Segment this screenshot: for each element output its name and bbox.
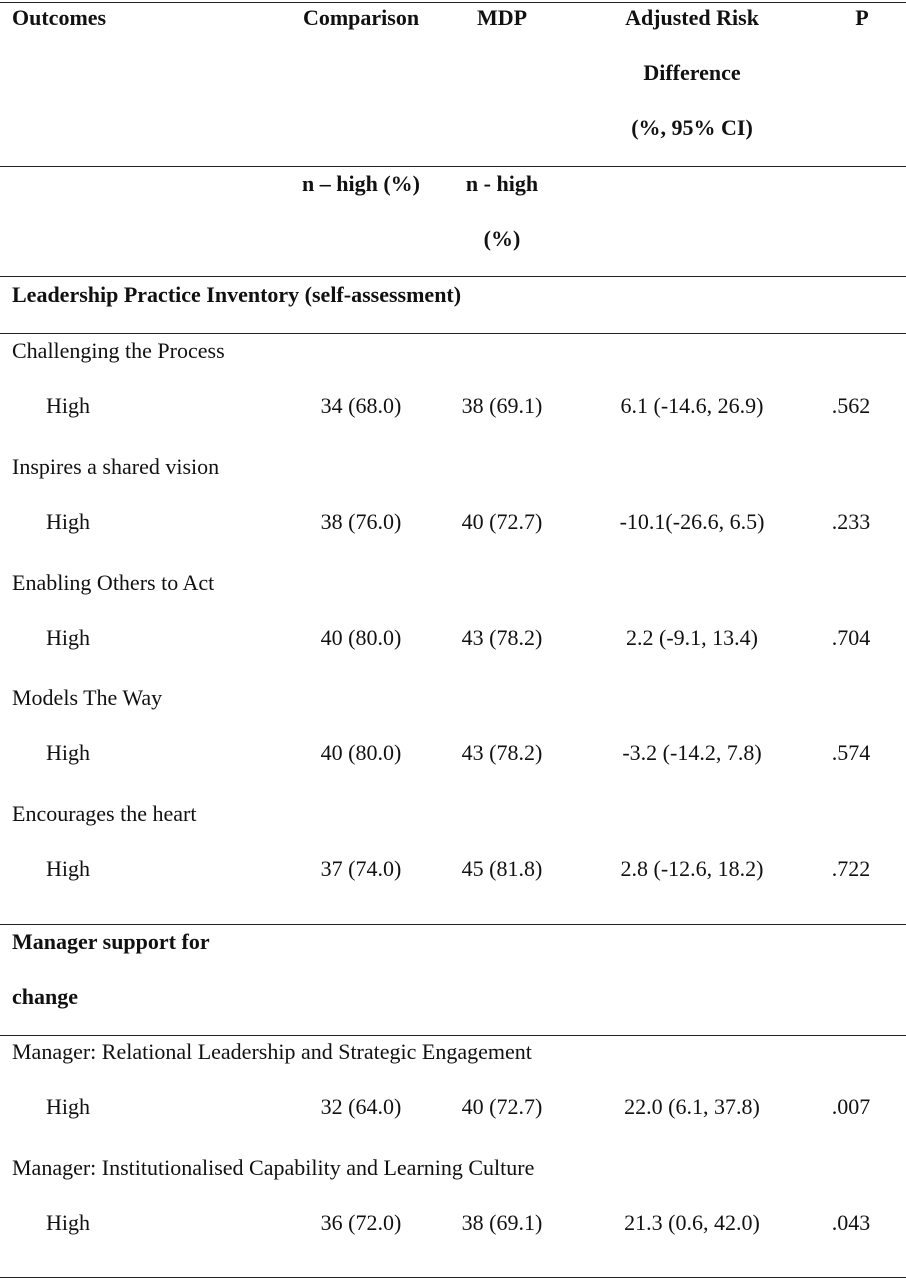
cell-mdp: 43 (78.2) [461,740,543,765]
row-level: High [46,393,90,418]
subheader-mdp-line1: n - high [465,171,539,196]
cell-ard: 6.1 (-14.6, 26.9) [620,393,764,418]
cell-p: .233 [831,509,871,534]
table-rule-subheader [0,276,906,277]
cell-p: .574 [831,740,871,765]
row-level: High [46,1210,90,1235]
cell-comparison: 38 (76.0) [320,509,402,534]
group-label: Enabling Others to Act [12,570,215,595]
subheader-mdp-line2: (%) [483,226,521,251]
cell-comparison: 40 (80.0) [320,625,402,650]
cell-mdp: 38 (69.1) [461,393,543,418]
table-rule-top [0,2,906,3]
column-header-comparison: Comparison [302,5,420,30]
table-rule-header [0,166,906,167]
row-level: High [46,509,90,534]
column-header-outcomes: Outcomes [12,5,107,30]
cell-comparison: 32 (64.0) [320,1094,402,1119]
column-header-ard-line1: Adjusted Risk [625,5,759,30]
cell-ard: -3.2 (-14.2, 7.8) [622,740,762,765]
table-rule-section2-top [0,924,906,925]
table-rule-section2 [0,1035,906,1036]
cell-mdp: 38 (69.1) [461,1210,543,1235]
cell-ard: 22.0 (6.1, 37.8) [624,1094,760,1119]
cell-mdp: 45 (81.8) [461,856,543,881]
table-rule-section1 [0,333,906,334]
cell-ard: 2.2 (-9.1, 13.4) [626,625,758,650]
cell-mdp: 40 (72.7) [461,509,543,534]
cell-comparison: 34 (68.0) [320,393,402,418]
row-level: High [46,1094,90,1119]
table-rule-bottom [0,1277,906,1278]
column-header-ard-line2: Difference [643,60,741,85]
group-label: Manager: Relational Leadership and Strategic Engagement [12,1039,532,1064]
group-label: Inspires a shared vision [12,454,220,479]
group-label: Models The Way [12,685,163,710]
cell-ard: 21.3 (0.6, 42.0) [624,1210,760,1235]
row-level: High [46,625,90,650]
cell-p: .722 [831,856,871,881]
section-title-line2: change [12,984,78,1009]
subheader-comparison: n – high (%) [302,171,420,196]
column-header-ard-line3: (%, 95% CI) [631,115,753,140]
row-level: High [46,740,90,765]
group-label: Manager: Institutionalised Capability and Learning Culture [12,1155,535,1180]
cell-p: .007 [831,1094,871,1119]
cell-p: .704 [831,625,871,650]
cell-ard: 2.8 (-12.6, 18.2) [620,856,764,881]
section-title-line1: Manager support for [12,929,210,954]
column-header-p: P [855,5,869,30]
group-label: Encourages the heart [12,801,197,826]
cell-ard: -10.1(-26.6, 6.5) [619,509,765,534]
column-header-mdp: MDP [476,5,528,30]
cell-p: .562 [831,393,871,418]
cell-comparison: 37 (74.0) [320,856,402,881]
cell-mdp: 40 (72.7) [461,1094,543,1119]
cell-p: .043 [831,1210,871,1235]
cell-comparison: 36 (72.0) [320,1210,402,1235]
row-level: High [46,856,90,881]
group-label: Challenging the Process [12,338,225,363]
cell-comparison: 40 (80.0) [320,740,402,765]
section-title: Leadership Practice Inventory (self-assessment) [12,282,462,307]
cell-mdp: 43 (78.2) [461,625,543,650]
